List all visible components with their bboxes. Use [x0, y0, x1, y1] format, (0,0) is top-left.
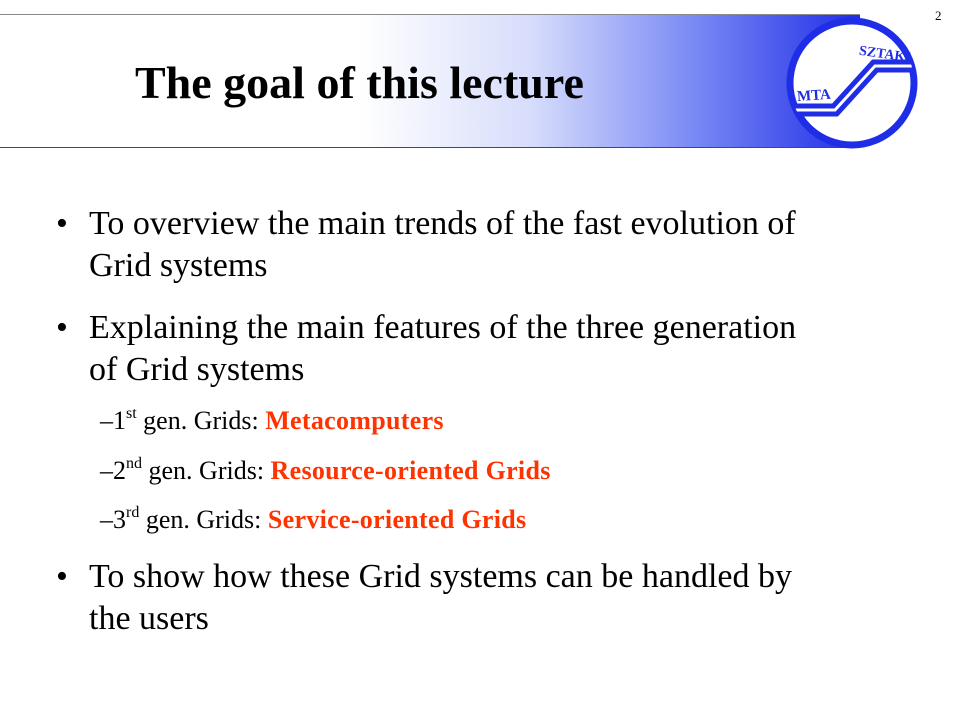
- bullet-marker: •: [56, 558, 68, 595]
- logo-text-left: MTA: [796, 86, 832, 106]
- bullet-text: Explaining the main features of the three generation of Grid systems: [89, 309, 797, 388]
- sub-item-dash: –: [100, 406, 113, 435]
- sub-item-dash: –: [100, 505, 113, 534]
- highlight-text: Metacomputers: [265, 406, 444, 435]
- ordinal-suffix: st: [126, 405, 137, 422]
- mta-sztaki-logo: [783, 14, 921, 152]
- banner-bottom-rule: [0, 147, 860, 148]
- slide-number: 2: [935, 8, 942, 23]
- sub-item-text: gen. Grids:: [139, 505, 268, 534]
- sub-item: [100, 503, 860, 537]
- generation-number: 2: [113, 456, 126, 485]
- sub-item-text: gen. Grids:: [142, 456, 271, 485]
- slide-title: The goal of this lecture: [135, 57, 584, 108]
- bullet-text: To overview the main trends of the fast evolution of Grid systems: [89, 205, 796, 284]
- bullet-marker: •: [56, 309, 68, 346]
- sub-item: [100, 454, 860, 488]
- highlight-text: Resource-oriented Grids: [270, 456, 551, 485]
- logo-text-right: SZTAKI: [858, 43, 912, 66]
- ordinal-suffix: rd: [126, 504, 140, 521]
- banner-top-rule: [0, 14, 860, 15]
- ordinal-suffix: nd: [126, 455, 142, 472]
- bullet-marker: •: [56, 205, 68, 242]
- generation-number: 1: [113, 406, 126, 435]
- generation-number: 3: [113, 505, 126, 534]
- bullet-text: To show how these Grid systems can be handled by the users: [89, 558, 792, 637]
- sub-item-dash: –: [100, 456, 113, 485]
- sub-item: [100, 404, 860, 438]
- highlight-text: Service-oriented Grids: [267, 505, 527, 534]
- sub-item-text: gen. Grids:: [136, 406, 266, 435]
